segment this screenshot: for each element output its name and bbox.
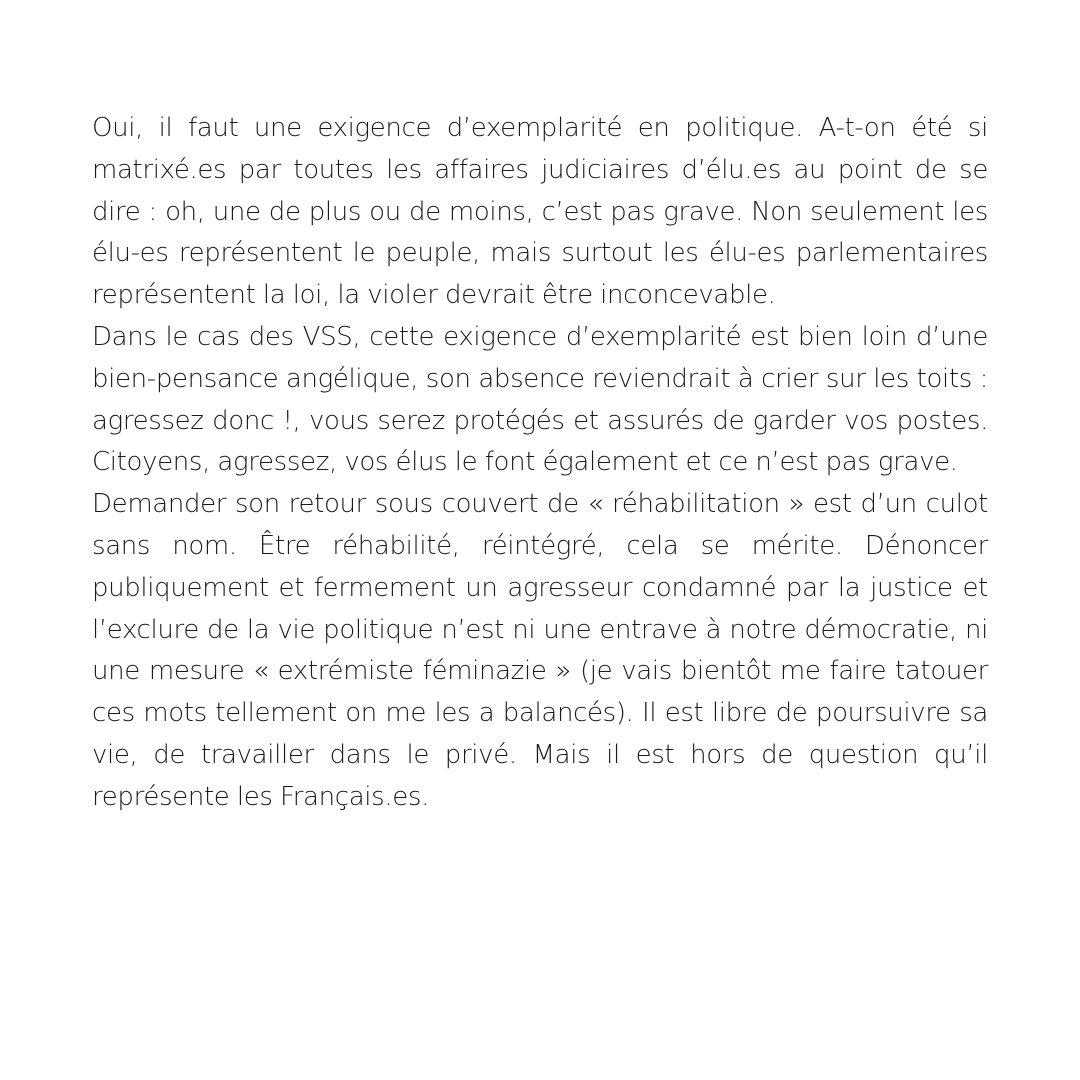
paragraph-exemplarity: Oui, il faut une exigence d’exemplarité en politique. A-t-on été si matrixé.es par toutes les affaires judiciaires d’élu.es au point de se dire : oh, une de plus ou de moins, c’est pas grave. Non seulement les élu-es représentent le peuple, mais surtout les élu-es parlementaires représentent la loi, la violer devrait être inconcevable.: [92, 113, 988, 311]
paragraph-vss: Dans le cas des VSS, cette exigence d’exemplarité est bien loin d’une bien-pensance angélique, son absence reviendrait à crier sur les toits : agressez donc !, vous serez protégés et assurés de garder vos postes. Citoyens, agressez, vos élus le font également et ce n’est pas grave.: [92, 321, 988, 478]
text-block: [92, 108, 988, 819]
paragraph-rehabilitation: Demander son retour sous couvert de « réhabilitation » est d’un culot sans nom. Être réhabilité, réintégré, cela se mérite. Dénoncer publiquement et fermement un agresseur condamné par la justice et l’exclure de la vie politique n’est ni une entrave à notre démocratie, ni une mesure « extrémiste féminazie » (je vais bientôt me faire tatouer ces mots tellement on me les a balancés). Il est libre de poursuivre sa vie, de travailler dans le privé. Mais il est hors de question qu’il représente les Français.es.: [92, 489, 988, 812]
